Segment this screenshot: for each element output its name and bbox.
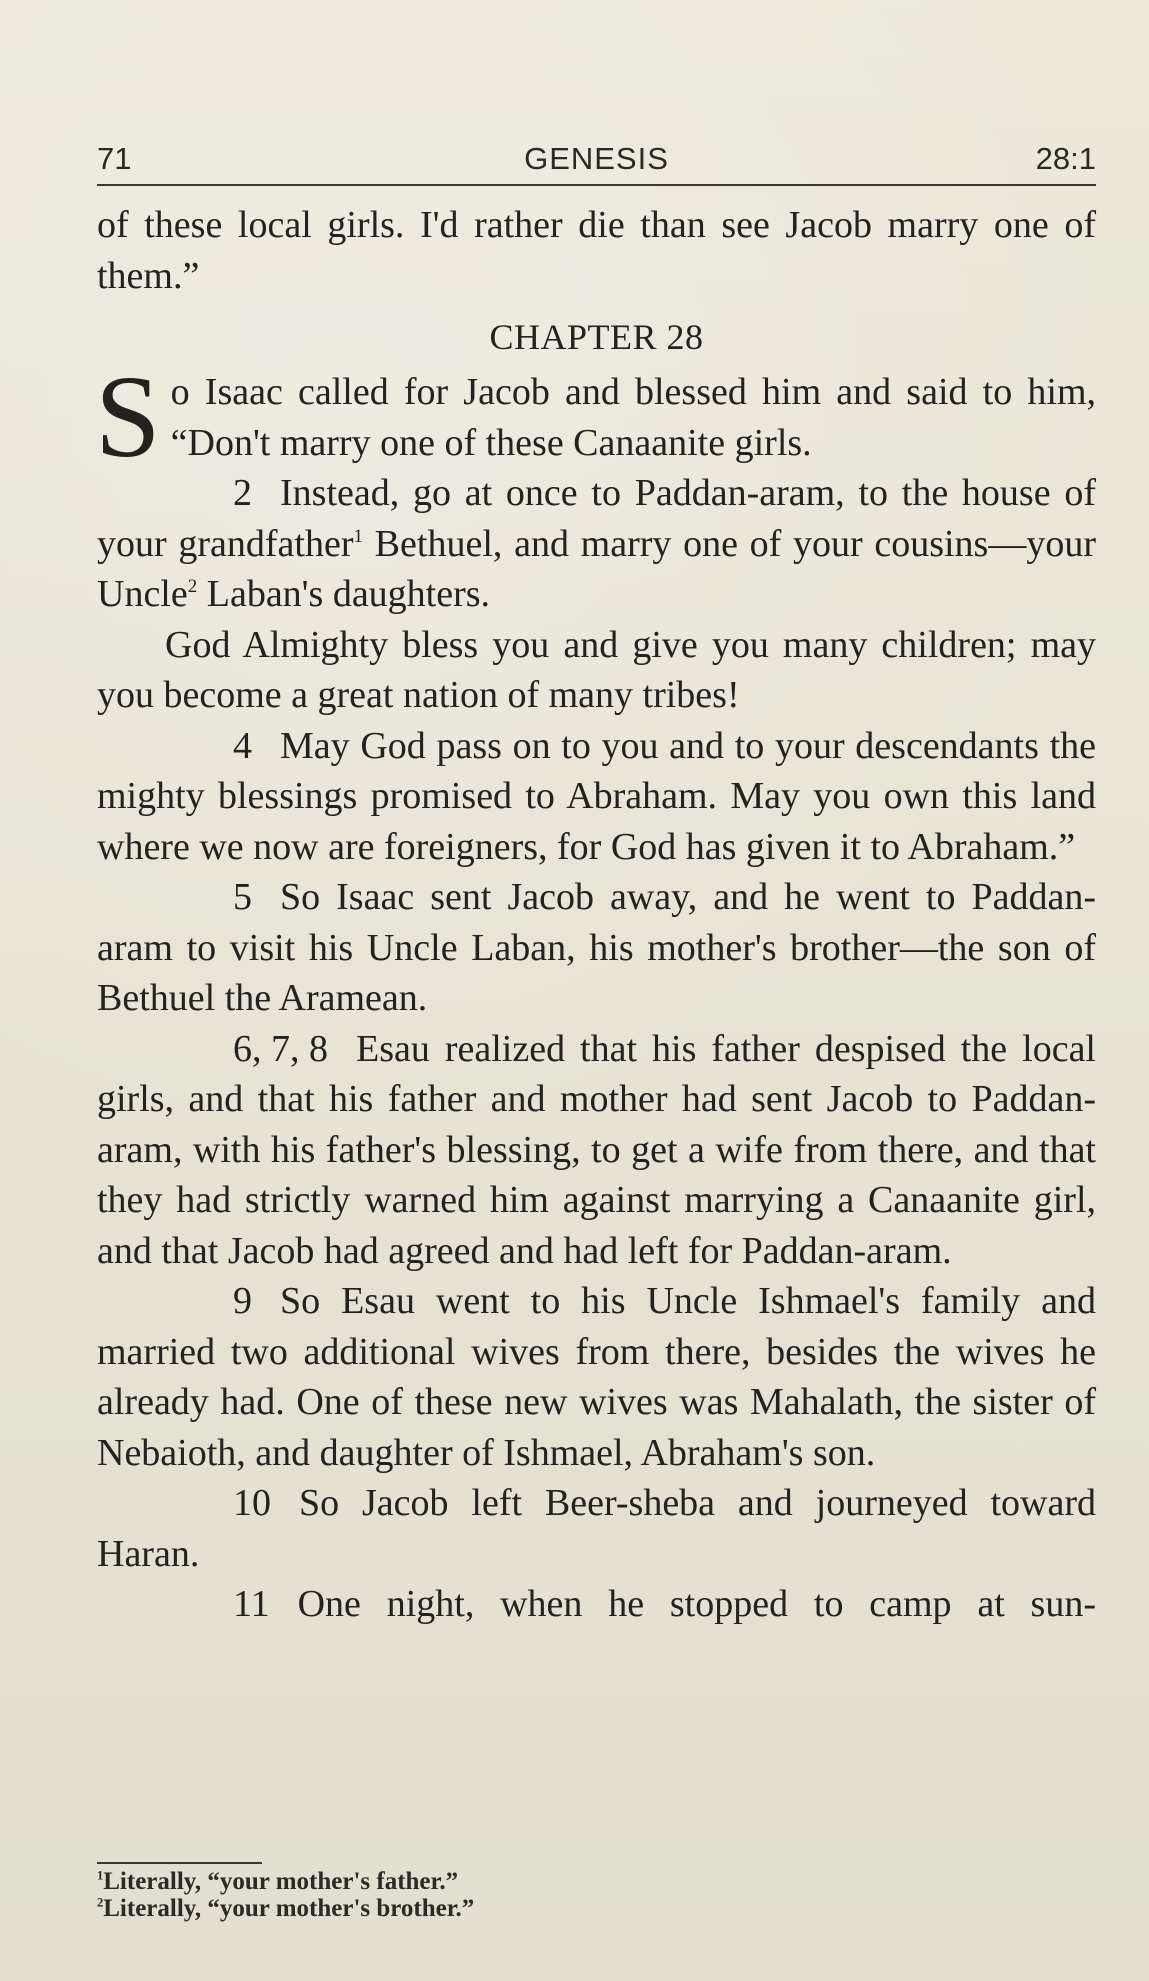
continuation-text: of these local girls. I'd rather die than see Jacob marry one of them.” <box>97 204 1096 297</box>
verse-10-text: So Jacob left Beer-sheba and journeyed toward Haran. <box>97 1482 1096 1575</box>
verse-3-text: God Almighty bless you and give you many children; may you become a great nation of many tribes! <box>97 623 1096 716</box>
verse-6-8-text: Esau realized that his father despised the local girls, and that his father and mother had sent Jacob to Paddan-aram, with his father's blessing, to get a wife from there, and that they had strictly warned him against marrying a Canaanite girl, and that Jacob had agreed and had left for Paddan-aram. <box>97 1027 1096 1272</box>
footnote-marker-2: 2 <box>187 575 198 597</box>
verse-number: 10 <box>233 1482 271 1524</box>
verse-3 <box>97 620 1096 721</box>
verse-1 <box>95 351 1096 482</box>
verse-number: 6, 7, 8 <box>233 1027 328 1070</box>
chapter-heading: CHAPTER 28 <box>489 317 704 357</box>
verse-11 <box>97 1579 1096 1630</box>
verse-9 <box>97 1276 1096 1478</box>
footnote-1 <box>97 1868 897 1895</box>
verse-2-text-c: Laban's daughters. <box>197 573 491 615</box>
running-header <box>97 140 1096 190</box>
footnote-rule <box>97 1862 262 1864</box>
verse-5 <box>97 872 1096 1024</box>
verse-4-text: May God pass on to you and to your descendants the mighty blessings promised to Abraham. May you own this land where we now are foreigners, for God has given it to Abraham.” <box>97 724 1096 868</box>
verse-4 <box>97 721 1096 873</box>
footnote-marker-1: 1 <box>353 525 363 547</box>
body-text <box>97 200 1096 1630</box>
footnote-1-marker: 1 <box>97 1868 104 1883</box>
verse-number: 4 <box>233 724 252 767</box>
footnotes <box>97 1868 897 1922</box>
verse-2-text-a: Instead, go at once to Paddan-aram, to the house of your grandfather <box>97 472 1096 565</box>
verse-number: 9 <box>233 1280 252 1322</box>
verse-5-text: So Isaac sent Jacob away, and he went to Paddan-aram to visit his Uncle Laban, his mother's brother—the son of Bethuel the Aramean. <box>97 876 1096 1019</box>
chapter-verse-reference: 28:1 <box>1035 141 1096 176</box>
verse-10 <box>97 1478 1096 1579</box>
verse-6-8 <box>97 1024 1096 1277</box>
verse-9-text: So Esau went to his Uncle Ishmael's family and married two additional wives from there, besides the wives he already had. One of these new wives was Mahalath, the sister of Nebaioth, and daughter of Ishmael, Abraham's son. <box>97 1280 1096 1474</box>
header-rule <box>97 184 1096 186</box>
continuation-paragraph <box>97 200 1096 301</box>
footnote-2-text: Literally, “your mother's brother.” <box>103 1895 475 1922</box>
book-title: GENESIS <box>524 141 669 176</box>
verse-2 <box>97 468 1096 620</box>
verse-number: 2 <box>233 472 252 514</box>
verse-11-text: One night, when he stopped to camp at sun- <box>297 1583 1096 1625</box>
footnote-1-text: Literally, “your mother's father.” <box>103 1868 459 1895</box>
page-number: 71 <box>97 141 132 176</box>
verse-number: 5 <box>233 876 252 918</box>
verse-2-text-b: Bethuel, and marry one of your cousins—your Uncle <box>97 522 1096 615</box>
drop-cap: S <box>95 351 161 482</box>
footnote-2-marker: 2 <box>97 1895 104 1910</box>
footnote-2 <box>97 1895 897 1922</box>
verse-number: 11 <box>233 1583 270 1625</box>
verse-1-text: o Isaac called for Jacob and blessed him and said to him, “Don't marry one of these Canaanite girls. <box>170 371 1096 464</box>
